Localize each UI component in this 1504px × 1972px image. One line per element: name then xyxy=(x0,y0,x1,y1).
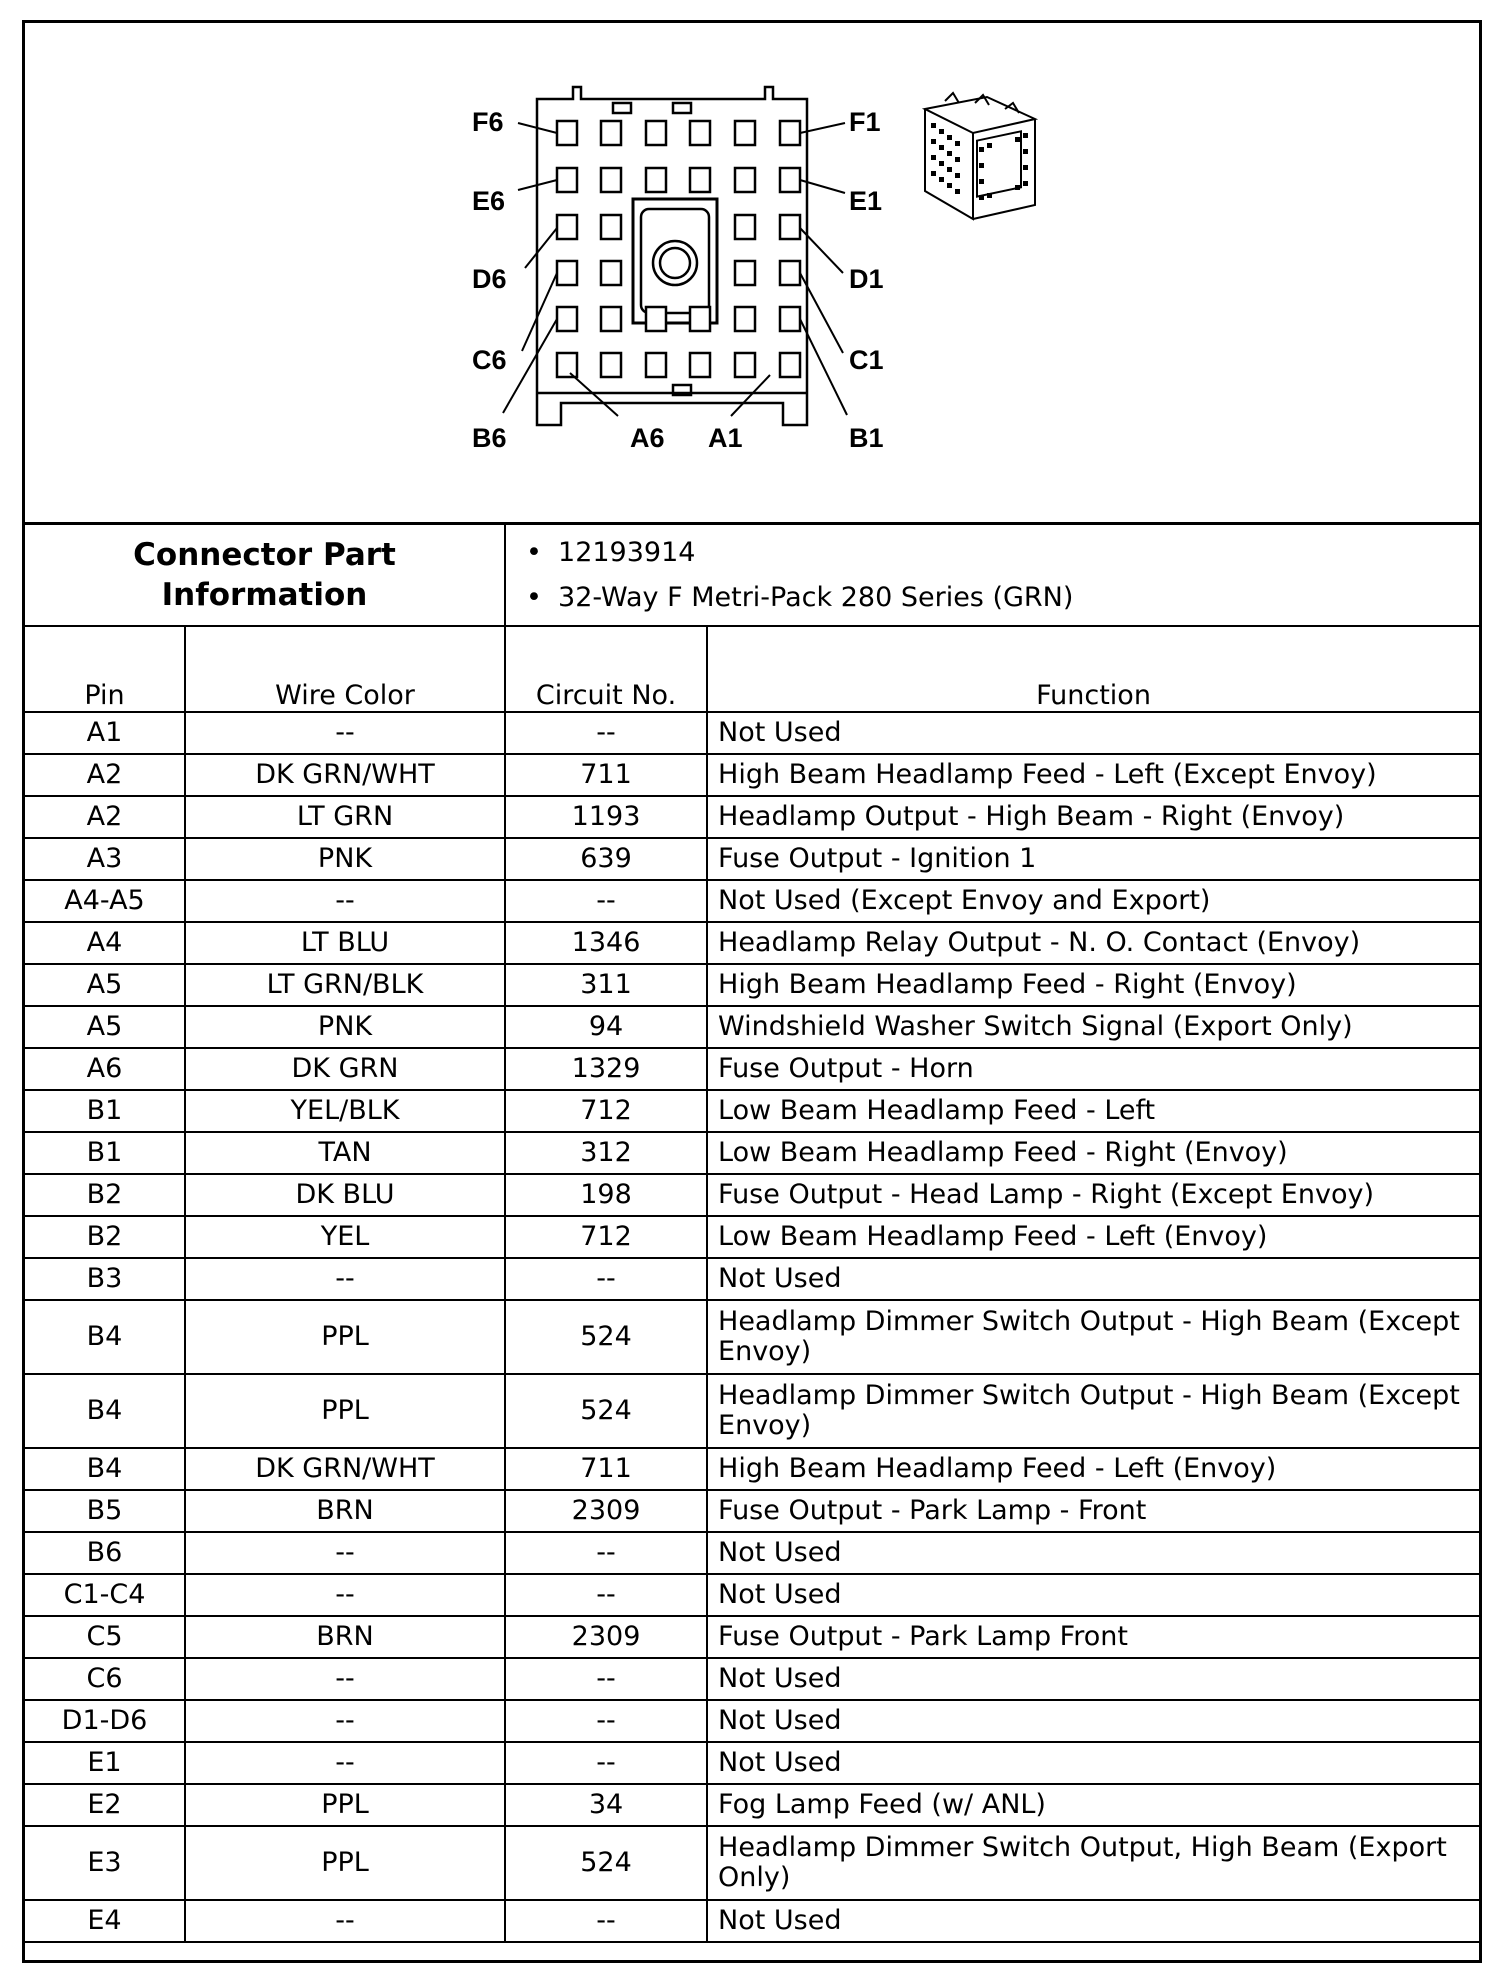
connector-sheet xyxy=(22,20,1482,1963)
connector-info-list xyxy=(516,526,1469,624)
label-e6: E6 xyxy=(472,186,506,216)
wire-color-cell: -- xyxy=(185,1574,505,1616)
wire-color-cell: PNK xyxy=(185,838,505,880)
table-row xyxy=(25,1374,1479,1448)
pin-cell: E4 xyxy=(25,1900,185,1942)
pin-cell: B4 xyxy=(25,1448,185,1490)
circuit-cell: 311 xyxy=(505,964,707,1006)
wire-color-cell: PNK xyxy=(185,1006,505,1048)
circuit-cell: 312 xyxy=(505,1132,707,1174)
function-cell: Headlamp Output - High Beam - Right (Envoy) xyxy=(707,796,1479,838)
table-row xyxy=(25,1742,1479,1784)
pin-cell: B2 xyxy=(25,1174,185,1216)
header-circuit-no: Circuit No. xyxy=(505,626,707,712)
circuit-cell: -- xyxy=(505,1532,707,1574)
table-row xyxy=(25,754,1479,796)
table-row xyxy=(25,1532,1479,1574)
circuit-cell: -- xyxy=(505,712,707,754)
pin-cell: D1-D6 xyxy=(25,1700,185,1742)
pin-cell: E1 xyxy=(25,1742,185,1784)
circuit-cell: 34 xyxy=(505,1784,707,1826)
wire-color-cell: LT GRN xyxy=(185,796,505,838)
wire-color-cell: LT BLU xyxy=(185,922,505,964)
circuit-cell: -- xyxy=(505,1900,707,1942)
function-cell: Fuse Output - Park Lamp Front xyxy=(707,1616,1479,1658)
circuit-cell: 524 xyxy=(505,1300,707,1374)
wire-color-cell: BRN xyxy=(185,1490,505,1532)
pin-cell: C6 xyxy=(25,1658,185,1700)
function-cell: High Beam Headlamp Feed - Left (Except Envoy) xyxy=(707,754,1479,796)
header-pin: Pin xyxy=(25,626,185,712)
pin-cell: A3 xyxy=(25,838,185,880)
circuit-cell: 1329 xyxy=(505,1048,707,1090)
circuit-cell: 94 xyxy=(505,1006,707,1048)
pin-cell: A5 xyxy=(25,1006,185,1048)
pin-cell: B5 xyxy=(25,1490,185,1532)
wire-color-cell: BRN xyxy=(185,1616,505,1658)
circuit-cell: 1193 xyxy=(505,796,707,838)
pin-cell: C5 xyxy=(25,1616,185,1658)
header-function: Function xyxy=(707,626,1479,712)
pin-cell: C1-C4 xyxy=(25,1574,185,1616)
function-cell: Low Beam Headlamp Feed - Right (Envoy) xyxy=(707,1132,1479,1174)
connector-info-cell xyxy=(505,525,1479,626)
table-row xyxy=(25,1048,1479,1090)
pin-cell: B4 xyxy=(25,1300,185,1374)
wire-color-cell: YEL xyxy=(185,1216,505,1258)
function-cell: Not Used xyxy=(707,1574,1479,1616)
table-row xyxy=(25,1784,1479,1826)
circuit-cell: -- xyxy=(505,1742,707,1784)
wire-color-cell: PPL xyxy=(185,1826,505,1900)
circuit-cell: 639 xyxy=(505,838,707,880)
function-cell: Low Beam Headlamp Feed - Left xyxy=(707,1090,1479,1132)
wire-color-cell: PPL xyxy=(185,1784,505,1826)
function-cell: Low Beam Headlamp Feed - Left (Envoy) xyxy=(707,1216,1479,1258)
wire-color-cell: PPL xyxy=(185,1300,505,1374)
table-row xyxy=(25,1490,1479,1532)
wire-color-cell: LT GRN/BLK xyxy=(185,964,505,1006)
table-row xyxy=(25,922,1479,964)
function-cell: Windshield Washer Switch Signal (Export Only) xyxy=(707,1006,1479,1048)
wire-color-cell: PPL xyxy=(185,1374,505,1448)
table-row xyxy=(25,1174,1479,1216)
pin-cell: E2 xyxy=(25,1784,185,1826)
label-b6: B6 xyxy=(472,423,507,453)
pin-cell: B6 xyxy=(25,1532,185,1574)
connector-description: • 32-Way F Metri-Pack 280 Series (GRN) xyxy=(558,575,1469,620)
circuit-cell: 524 xyxy=(505,1826,707,1900)
table-row xyxy=(25,1574,1479,1616)
wire-color-cell: DK BLU xyxy=(185,1174,505,1216)
table-row xyxy=(25,1826,1479,1900)
label-c1: C1 xyxy=(849,345,884,375)
pin-cell: B1 xyxy=(25,1090,185,1132)
circuit-cell: -- xyxy=(505,1700,707,1742)
table-row xyxy=(25,1700,1479,1742)
table-row xyxy=(25,880,1479,922)
wire-color-cell: TAN xyxy=(185,1132,505,1174)
label-a1: A1 xyxy=(708,423,743,453)
table-row xyxy=(25,1616,1479,1658)
connector-info-row xyxy=(25,525,1479,626)
function-cell: Headlamp Dimmer Switch Output, High Beam (Export Only) xyxy=(707,1826,1479,1900)
table-row xyxy=(25,1006,1479,1048)
table-row xyxy=(25,1658,1479,1700)
function-cell: Fuse Output - Horn xyxy=(707,1048,1479,1090)
header-wire-color: Wire Color xyxy=(185,626,505,712)
label-d6: D6 xyxy=(472,264,507,294)
wire-color-cell: -- xyxy=(185,1658,505,1700)
pin-cell: A5 xyxy=(25,964,185,1006)
function-cell: High Beam Headlamp Feed - Left (Envoy) xyxy=(707,1448,1479,1490)
pinout-table xyxy=(25,525,1479,1943)
wire-color-cell: -- xyxy=(185,1900,505,1942)
function-cell: Fuse Output - Park Lamp - Front xyxy=(707,1490,1479,1532)
circuit-cell: 1346 xyxy=(505,922,707,964)
function-cell: Fuse Output - Ignition 1 xyxy=(707,838,1479,880)
connector-part-number: • 12193914 xyxy=(558,530,1469,575)
label-f6: F6 xyxy=(472,107,504,137)
table-row xyxy=(25,1448,1479,1490)
connector-info-label: Connector Part Information xyxy=(25,525,505,626)
table-row xyxy=(25,1258,1479,1300)
table-row xyxy=(25,838,1479,880)
label-d1: D1 xyxy=(849,264,884,294)
circuit-cell: 524 xyxy=(505,1374,707,1448)
function-cell: High Beam Headlamp Feed - Right (Envoy) xyxy=(707,964,1479,1006)
connector-face-drawing xyxy=(25,23,1479,523)
pin-cell: A1 xyxy=(25,712,185,754)
function-cell: Not Used xyxy=(707,1258,1479,1300)
function-cell: Headlamp Dimmer Switch Output - High Beam (Except Envoy) xyxy=(707,1374,1479,1448)
wire-color-cell: -- xyxy=(185,1258,505,1300)
circuit-cell: 712 xyxy=(505,1090,707,1132)
wire-color-cell: -- xyxy=(185,1742,505,1784)
pin-cell: A4 xyxy=(25,922,185,964)
circuit-cell: 198 xyxy=(505,1174,707,1216)
label-f1: F1 xyxy=(849,107,881,137)
wire-color-cell: DK GRN xyxy=(185,1048,505,1090)
function-cell: Not Used (Except Envoy and Export) xyxy=(707,880,1479,922)
circuit-cell: -- xyxy=(505,1258,707,1300)
pin-cell: B1 xyxy=(25,1132,185,1174)
pin-cell: A2 xyxy=(25,796,185,838)
table-row xyxy=(25,1216,1479,1258)
pin-cell: B3 xyxy=(25,1258,185,1300)
circuit-cell: 2309 xyxy=(505,1616,707,1658)
function-cell: Not Used xyxy=(707,1900,1479,1942)
function-cell: Not Used xyxy=(707,1700,1479,1742)
circuit-cell: -- xyxy=(505,1574,707,1616)
circuit-cell: -- xyxy=(505,880,707,922)
table-header-row xyxy=(25,626,1479,712)
wire-color-cell: -- xyxy=(185,880,505,922)
circuit-cell: -- xyxy=(505,1658,707,1700)
wire-color-cell: DK GRN/WHT xyxy=(185,1448,505,1490)
pin-cell: E3 xyxy=(25,1826,185,1900)
circuit-cell: 711 xyxy=(505,1448,707,1490)
label-b1: B1 xyxy=(849,423,884,453)
wire-color-cell: DK GRN/WHT xyxy=(185,754,505,796)
circuit-cell: 712 xyxy=(505,1216,707,1258)
table-row xyxy=(25,796,1479,838)
function-cell: Not Used xyxy=(707,1742,1479,1784)
function-cell: Fog Lamp Feed (w/ ANL) xyxy=(707,1784,1479,1826)
wire-color-cell: -- xyxy=(185,1700,505,1742)
label-c6: C6 xyxy=(472,345,507,375)
label-e1: E1 xyxy=(849,186,883,216)
function-cell: Fuse Output - Head Lamp - Right (Except Envoy) xyxy=(707,1174,1479,1216)
function-cell: Headlamp Dimmer Switch Output - High Beam (Except Envoy) xyxy=(707,1300,1479,1374)
connector-diagram xyxy=(25,23,1479,525)
wire-color-cell: YEL/BLK xyxy=(185,1090,505,1132)
table-row xyxy=(25,1090,1479,1132)
wire-color-cell: -- xyxy=(185,712,505,754)
wire-color-cell: -- xyxy=(185,1532,505,1574)
table-row xyxy=(25,1132,1479,1174)
function-cell: Not Used xyxy=(707,712,1479,754)
function-cell: Not Used xyxy=(707,1658,1479,1700)
pin-cell: A4-A5 xyxy=(25,880,185,922)
table-row xyxy=(25,1900,1479,1942)
label-a6: A6 xyxy=(630,423,665,453)
table-row xyxy=(25,1300,1479,1374)
pin-cell: A2 xyxy=(25,754,185,796)
circuit-cell: 2309 xyxy=(505,1490,707,1532)
pin-cell: A6 xyxy=(25,1048,185,1090)
pin-cell: B4 xyxy=(25,1374,185,1448)
table-row xyxy=(25,964,1479,1006)
function-cell: Not Used xyxy=(707,1532,1479,1574)
function-cell: Headlamp Relay Output - N. O. Contact (Envoy) xyxy=(707,922,1479,964)
table-row xyxy=(25,712,1479,754)
circuit-cell: 711 xyxy=(505,754,707,796)
pin-cell: B2 xyxy=(25,1216,185,1258)
